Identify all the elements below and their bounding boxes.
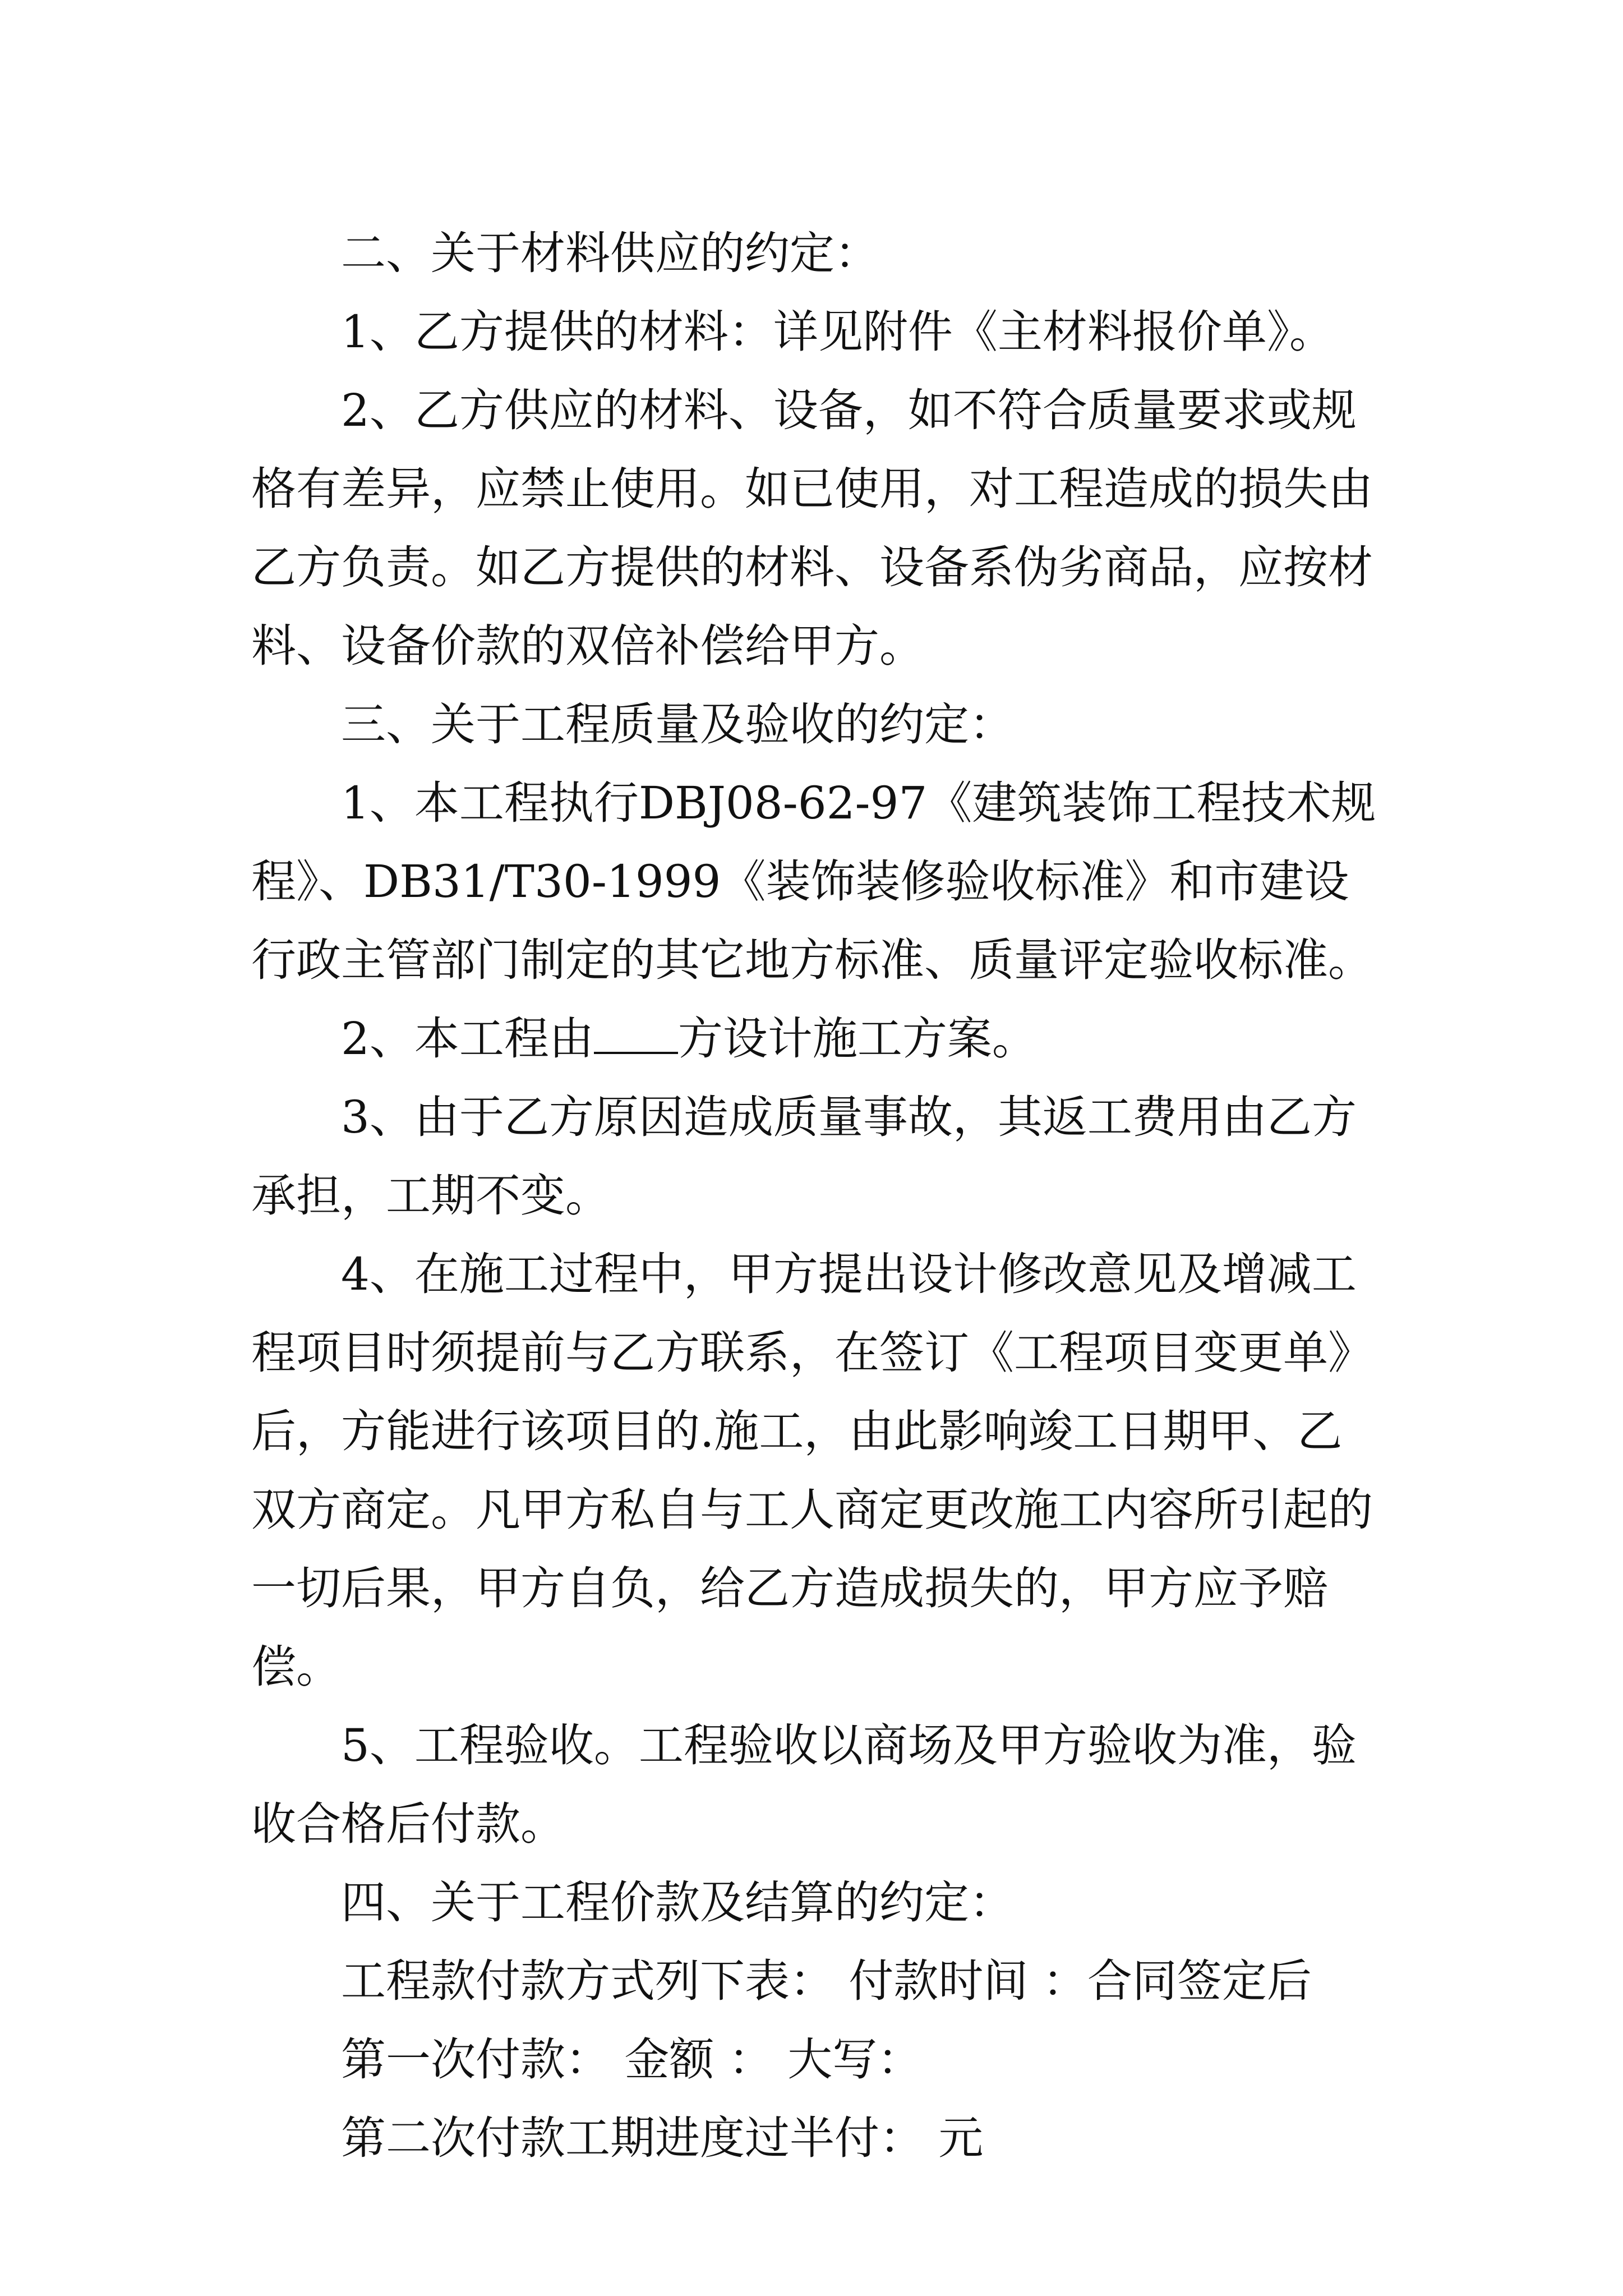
paragraph: 1、乙方提供的材料：详见附件《主材料报价单》。 [341,306,1334,358]
payment-line: 工程款付款方式列下表： 付款时间 ：合同签定后 [341,1955,1312,2007]
paragraph: 4、在施工过程中，甲方提出设计修改意见及增减工程项目时须提前与乙方联系，在签订《工程项目变更单》后，方能进行该项目的.施工，由此影响竣工日期甲、乙双方商定。凡甲方私自与工人商定更改施工内容所引起的一切后果，甲方自负，给乙方造成损失的，甲方应予赔偿。 [251,1248,1373,1693]
paragraph: 5、工程验收。工程验收以商场及甲方验收为准，验收合格后付款。 [251,1719,1357,1850]
paragraph-suffix: 方设计施工方案。 [677,1013,1037,1065]
document-body [251,214,1378,2178]
paragraph-prefix: 2、本工程由 [341,1013,594,1065]
paragraph: 3、由于乙方原因造成质量事故，其返工费用由乙方承担，工期不变。 [251,1091,1357,1222]
fill-in-blank [594,1013,678,1054]
section-heading-payment: 四、关于工程价款及结算的约定： [341,1876,1014,1929]
paragraph-with-blank [251,1000,1378,1078]
payment-line: 第一次付款： 金额 ： 大写： [341,2033,923,2086]
paragraph: 2、乙方供应的材料、设备，如不符合质量要求或规格有差异，应禁止使用。如已使用，对工程造成的损失由乙方负责。如乙方提供的材料、设备系伪劣商品，应按材料、设备价款的双倍补偿给甲方。 [251,384,1373,672]
section-heading-materials: 二、关于材料供应的约定： [341,227,879,279]
paragraph: 1、本工程执行DBJ08-62-97《建筑装饰工程技术规程》、DB31/T30-1999《装饰装修验收标准》和市建设行政主管部门制定的其它地方标准、质量评定验收标准。 [251,777,1376,986]
section-heading-quality: 三、关于工程质量及验收的约定： [341,698,1014,751]
payment-line: 第二次付款工期进度过半付： 元 [341,2112,984,2164]
